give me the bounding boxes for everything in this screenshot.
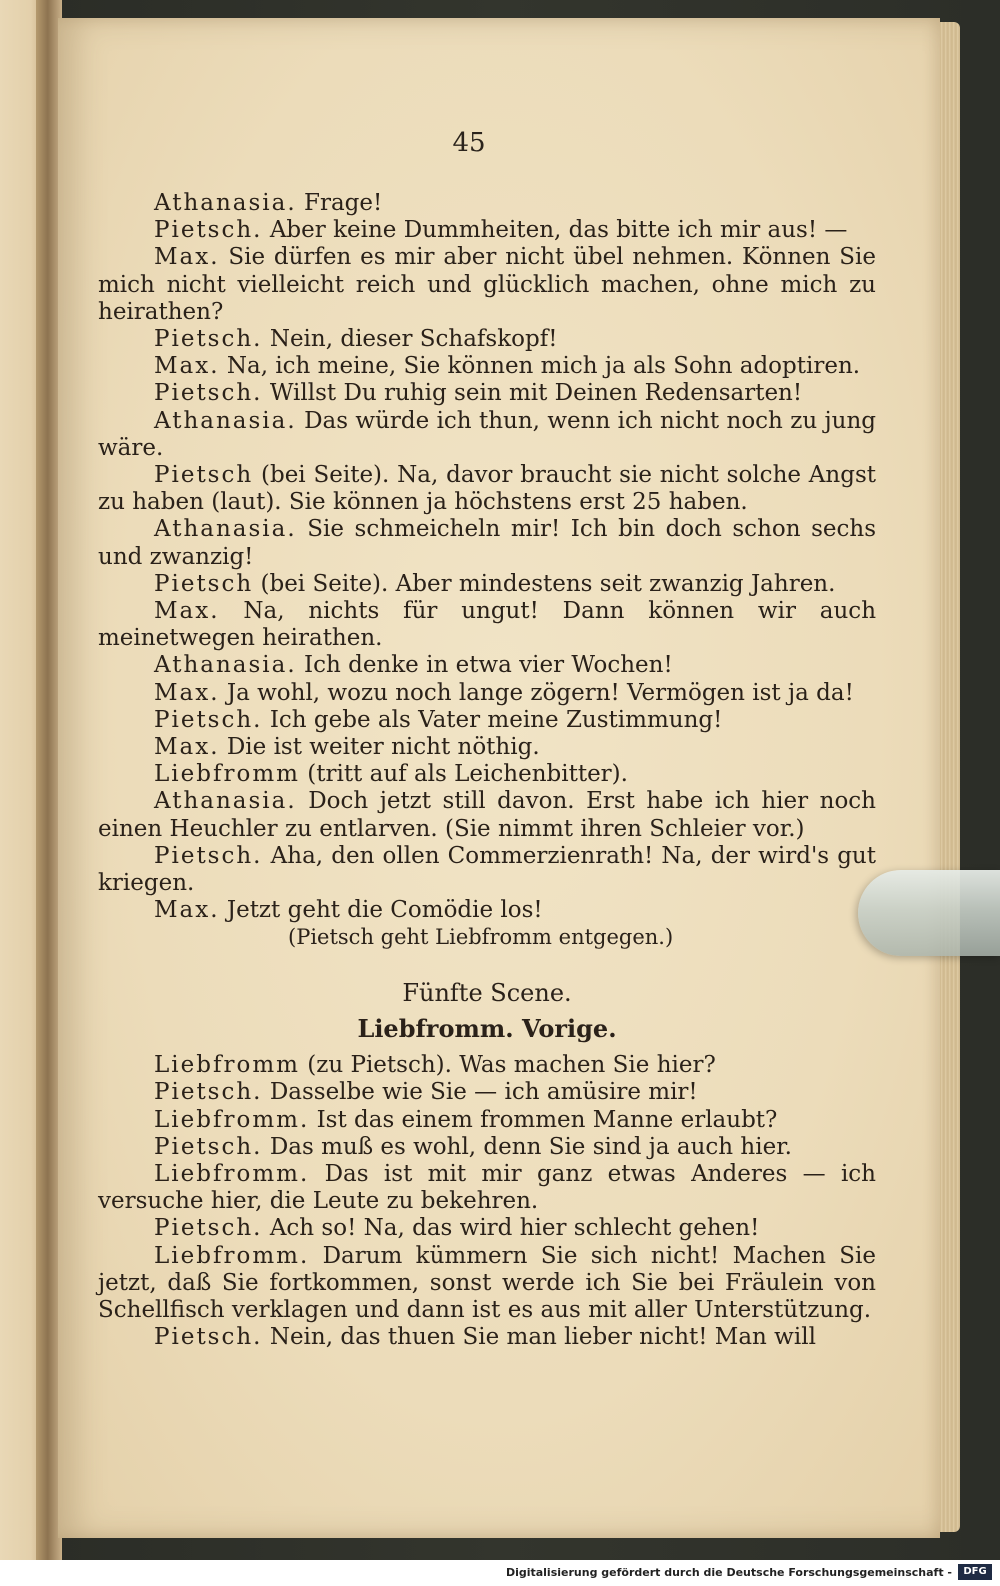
speaker-name: Pietsch <box>154 570 254 597</box>
line-text: Willst Du ruhig sein mit Deinen Redensarten! <box>269 380 803 407</box>
dialogue-line <box>98 190 876 217</box>
dfg-logo: DFG <box>958 1564 992 1580</box>
dialogue-line <box>98 680 876 707</box>
scene-title: Fünfte Scene. <box>402 978 572 1007</box>
speaker-name: Max. <box>154 679 220 706</box>
speaker-name: Pietsch. <box>154 1324 263 1351</box>
line-text: Aber keine Dummheiten, das bitte ich mir aus! — <box>269 217 848 244</box>
line-text: Doch jetzt still davon. Erst habe ich hier noch einen Heuchler zu entlarven. (Sie nimmt ihren Schleier vor.) <box>98 788 877 842</box>
glass-page-weight <box>858 870 1000 956</box>
line-text: Das würde ich thun, wenn ich nicht noch zu jung wäre. <box>98 407 877 461</box>
speaker-name: Pietsch. <box>154 326 263 353</box>
dialogue-line <box>98 217 876 244</box>
speaker-name: Athanasia. <box>154 652 297 679</box>
line-text: (tritt auf als Leichenbitter). <box>307 761 628 788</box>
dialogue-lines <box>98 190 876 924</box>
speaker-name: Pietsch. <box>154 1133 263 1160</box>
dialogue-line <box>98 1161 876 1215</box>
dialogue-line <box>98 516 876 570</box>
speaker-name: Max. <box>154 598 220 625</box>
dialogue-line <box>98 408 876 462</box>
dialogue-line <box>98 1215 876 1242</box>
speaker-name: Pietsch. <box>154 1215 263 1242</box>
speaker-name: Max. <box>154 353 220 380</box>
speaker-name: Liebfromm <box>154 761 300 788</box>
dialogue-text <box>98 190 876 1351</box>
dialogue-line <box>98 843 876 897</box>
dialogue-line <box>98 1243 876 1325</box>
dialogue-line <box>98 1052 876 1079</box>
dialogue-line <box>98 598 876 652</box>
line-text: Jetzt geht die Comödie los! <box>226 897 543 924</box>
line-text: Nein, dieser Schafskopf! <box>269 326 558 353</box>
line-text: Ist das einem frommen Manne erlaubt? <box>316 1106 778 1133</box>
speaker-name: Liebfromm. <box>154 1160 310 1187</box>
line-text: Ich gebe als Vater meine Zustimmung! <box>269 706 723 733</box>
stage-direction: (Pietsch geht Liebfromm entgegen.) <box>288 925 674 950</box>
dialogue-line <box>98 353 876 380</box>
dialogue-line <box>98 734 876 761</box>
scene-cast: Liebfromm. Vorige. <box>357 1013 617 1043</box>
page-number: 45 <box>452 128 486 158</box>
speaker-name: Athanasia. <box>154 190 297 216</box>
speaker-name: Athanasia. <box>154 516 297 543</box>
line-text: Ich denke in etwa vier Wochen! <box>304 652 673 679</box>
speaker-name: Max. <box>154 897 220 924</box>
speaker-name: Pietsch. <box>154 842 263 869</box>
line-text: (bei Seite). Na, davor braucht sie nicht solche Angst zu haben (laut). Sie können ja höchstens erst 25 haben. <box>98 462 876 516</box>
dialogue-line <box>98 788 876 842</box>
speaker-name: Max. <box>154 734 220 761</box>
speaker-name: Pietsch. <box>154 706 263 733</box>
line-text: Na, nichts für ungut! Dann können wir auch meinetwegen heirathen. <box>98 598 877 652</box>
book-page <box>58 18 940 1538</box>
dialogue-line <box>98 652 876 679</box>
dialogue-line <box>98 897 876 924</box>
speaker-name: Liebfromm. <box>154 1106 310 1133</box>
line-text: Dasselbe wie Sie — ich amüsire mir! <box>269 1079 698 1106</box>
speaker-name: Pietsch <box>154 462 254 489</box>
line-text: Darum kümmern Sie sich nicht! Machen Sie jetzt, daß Sie fortkommen, sonst werde ich Sie bei Fräulein von Schellfisch verklagen und dann ist es aus mit aller Unterstützung. <box>98 1242 876 1323</box>
line-text: Sie schmeicheln mir! Ich bin doch schon sechs und zwanzig! <box>98 516 877 570</box>
dialogue-line <box>98 761 876 788</box>
speaker-name: Pietsch. <box>154 217 263 244</box>
dialogue-line <box>98 380 876 407</box>
line-text: Das ist mit mir ganz etwas Anderes — ich versuche hier, die Leute zu bekehren. <box>98 1160 876 1215</box>
dialogue-line <box>98 1107 876 1134</box>
speaker-name: Max. <box>154 244 220 271</box>
dialogue-line <box>98 1134 876 1161</box>
line-text: (zu Pietsch). Was machen Sie hier? <box>307 1052 716 1079</box>
dialogue-line <box>98 244 876 326</box>
speaker-name: Pietsch. <box>154 380 263 407</box>
dialogue-line <box>98 326 876 353</box>
line-text: Die ist weiter nicht nöthig. <box>226 734 540 761</box>
line-text: Nein, das thuen Sie man lieber nicht! Man will <box>269 1324 816 1351</box>
line-text: Ach so! Na, das wird hier schlecht gehen! <box>269 1215 760 1242</box>
speaker-name: Athanasia. <box>154 788 297 815</box>
speaker-name: Liebfromm. <box>154 1242 310 1269</box>
dialogue-line <box>98 462 876 516</box>
line-text: Aha, den ollen Commerzienrath! Na, der wird's gut kriegen. <box>98 842 876 897</box>
dialogue-line <box>98 1324 876 1351</box>
speaker-name: Liebfromm <box>154 1052 300 1079</box>
speaker-name: Athanasia. <box>154 407 297 434</box>
line-text: Sie dürfen es mir aber nicht übel nehmen. Können Sie mich nicht vielleicht reich und glücklich machen, ohne mich zu heirathen? <box>98 244 877 325</box>
dialogue-line <box>98 571 876 598</box>
line-text: (bei Seite). Aber mindestens seit zwanzig Jahren. <box>260 570 836 597</box>
speaker-name: Pietsch. <box>154 1079 263 1106</box>
line-text: Das muß es wohl, denn Sie sind ja auch hier. <box>269 1133 792 1160</box>
footer-credit: Digitalisierung gefördert durch die Deutsche Forschungsgemeinschaft - <box>505 1566 952 1579</box>
line-text: Na, ich meine, Sie können mich ja als Sohn adoptiren. <box>226 353 861 380</box>
line-text: Ja wohl, wozu noch lange zögern! Vermögen ist ja da! <box>226 679 854 706</box>
dialogue-line <box>98 1079 876 1106</box>
dialogue-line <box>98 707 876 734</box>
scene-dialogue-lines <box>98 1052 876 1351</box>
line-text: Frage! <box>304 190 383 216</box>
